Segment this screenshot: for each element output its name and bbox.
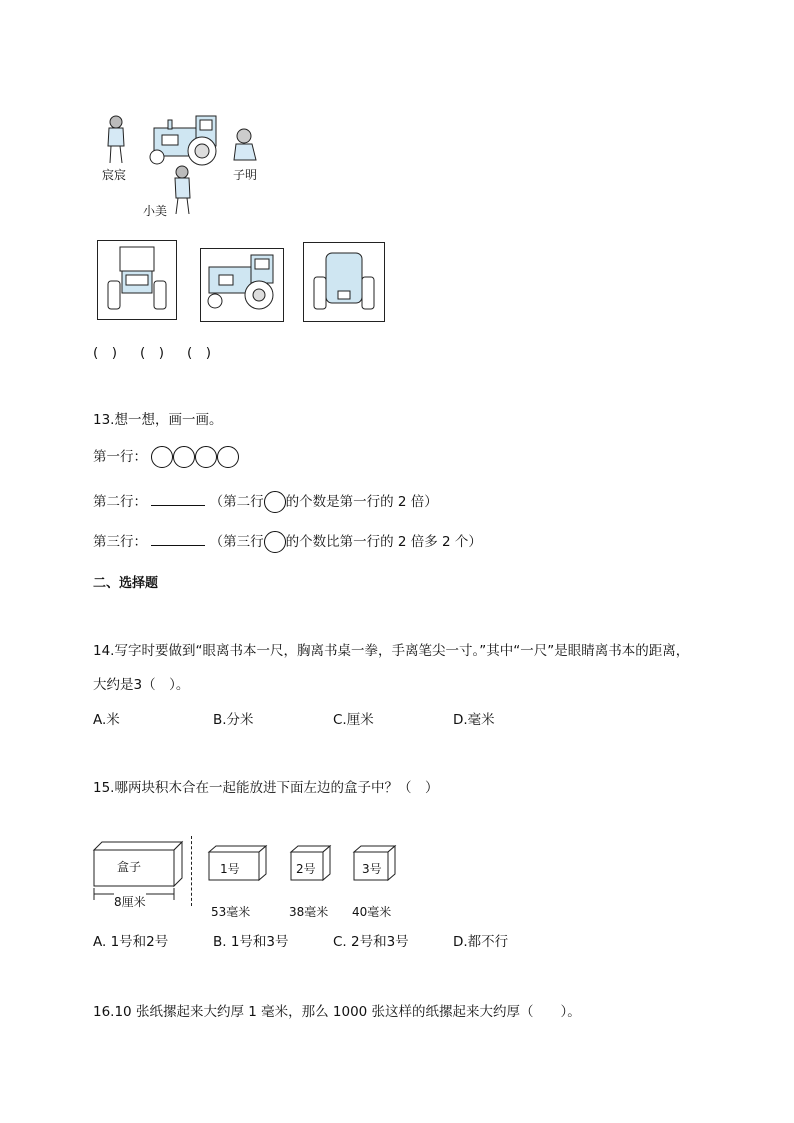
q15-dashed-divider xyxy=(191,836,192,906)
q14-line1: 14.写字时要做到“眼离书本一尺，胸离书桌一拳，手离笔尖一寸。”其中“一尺”是眼睛离书本的距离， xyxy=(93,643,690,659)
q13-row1-label: 第一行： xyxy=(93,449,147,465)
q14-option-c[interactable]: C.厘米 xyxy=(333,712,374,728)
name-label-xiaomei: 小美 xyxy=(143,204,168,218)
q14-option-b[interactable]: B.分米 xyxy=(213,712,254,728)
q13-row1 xyxy=(93,445,239,468)
q13-row2-blank[interactable] xyxy=(151,491,205,506)
q13-title: 13.想一想，画一画。 xyxy=(93,412,223,428)
section-heading-choice: 二、选择题 xyxy=(93,576,159,591)
q13-row3-label: 第三行： xyxy=(93,534,147,550)
tractor-side-view xyxy=(201,249,283,321)
name-label-chenchen: 宸宸 xyxy=(102,168,127,182)
tractor-figure xyxy=(150,116,216,165)
q15-block-3-label: 3号 xyxy=(362,862,382,876)
answer-paren-1[interactable]: ( ) xyxy=(93,345,118,361)
tractor-back-view xyxy=(304,243,384,321)
q13-row2-note-b: 的个数是第一行的 2 倍） xyxy=(285,494,438,510)
q13-row3-note-b: 的个数比第一行的 2 倍多 2 个） xyxy=(285,534,482,550)
view-box-side xyxy=(200,248,284,322)
q14-option-a[interactable]: A.米 xyxy=(93,712,120,728)
q15-option-d[interactable]: D.都不行 xyxy=(453,934,509,950)
q16-line1: 16.10 张纸摞起来大约厚 1 毫米，那么 1000 张这样的纸摞起来大约厚（ ）。 xyxy=(93,1004,581,1020)
child-ziming-figure xyxy=(234,129,256,160)
circle-icon xyxy=(151,446,173,468)
answer-paren-2[interactable]: ( ) xyxy=(140,345,165,361)
q13-row3-note-a: （第三行 xyxy=(209,534,264,550)
circle-icon xyxy=(217,446,239,468)
q15-block-2-width: 38毫米 xyxy=(289,905,329,919)
q15-block-3-width: 40毫米 xyxy=(352,905,392,919)
circle-icon xyxy=(264,491,286,513)
q13-row3 xyxy=(93,530,482,553)
q14-line2: 大约是3（ ）。 xyxy=(93,677,190,693)
q15-block-1-width: 53毫米 xyxy=(211,905,251,919)
answer-paren-3[interactable]: ( ) xyxy=(187,345,212,361)
child-xiaomei-figure xyxy=(175,166,190,214)
circle-icon xyxy=(264,531,286,553)
q15-box-width: 8厘米 xyxy=(114,895,146,909)
q13-row2-label: 第二行： xyxy=(93,494,147,510)
q13-row2-note-a: （第二行 xyxy=(209,494,264,510)
q15-option-b[interactable]: B. 1号和3号 xyxy=(213,934,289,950)
q15-box-label: 盒子 xyxy=(117,860,142,874)
tractor-front-view xyxy=(98,241,176,319)
q15-line1: 15.哪两块积木合在一起能放进下面左边的盒子中？（ ） xyxy=(93,780,439,796)
q14-option-d[interactable]: D.毫米 xyxy=(453,712,495,728)
circle-icon xyxy=(195,446,217,468)
q13-row3-blank[interactable] xyxy=(151,531,205,546)
view-box-front xyxy=(97,240,177,320)
circle-icon xyxy=(173,446,195,468)
name-label-ziming: 子明 xyxy=(233,168,258,182)
q15-option-a[interactable]: A. 1号和2号 xyxy=(93,934,169,950)
tractor-scene-illustration xyxy=(96,108,276,220)
view-box-back xyxy=(303,242,385,322)
q15-option-c[interactable]: C. 2号和3号 xyxy=(333,934,409,950)
q15-block-1-label: 1号 xyxy=(220,862,240,876)
q15-block-2-label: 2号 xyxy=(296,862,316,876)
child-chenchen-figure xyxy=(108,116,124,163)
q13-row2 xyxy=(93,490,438,513)
